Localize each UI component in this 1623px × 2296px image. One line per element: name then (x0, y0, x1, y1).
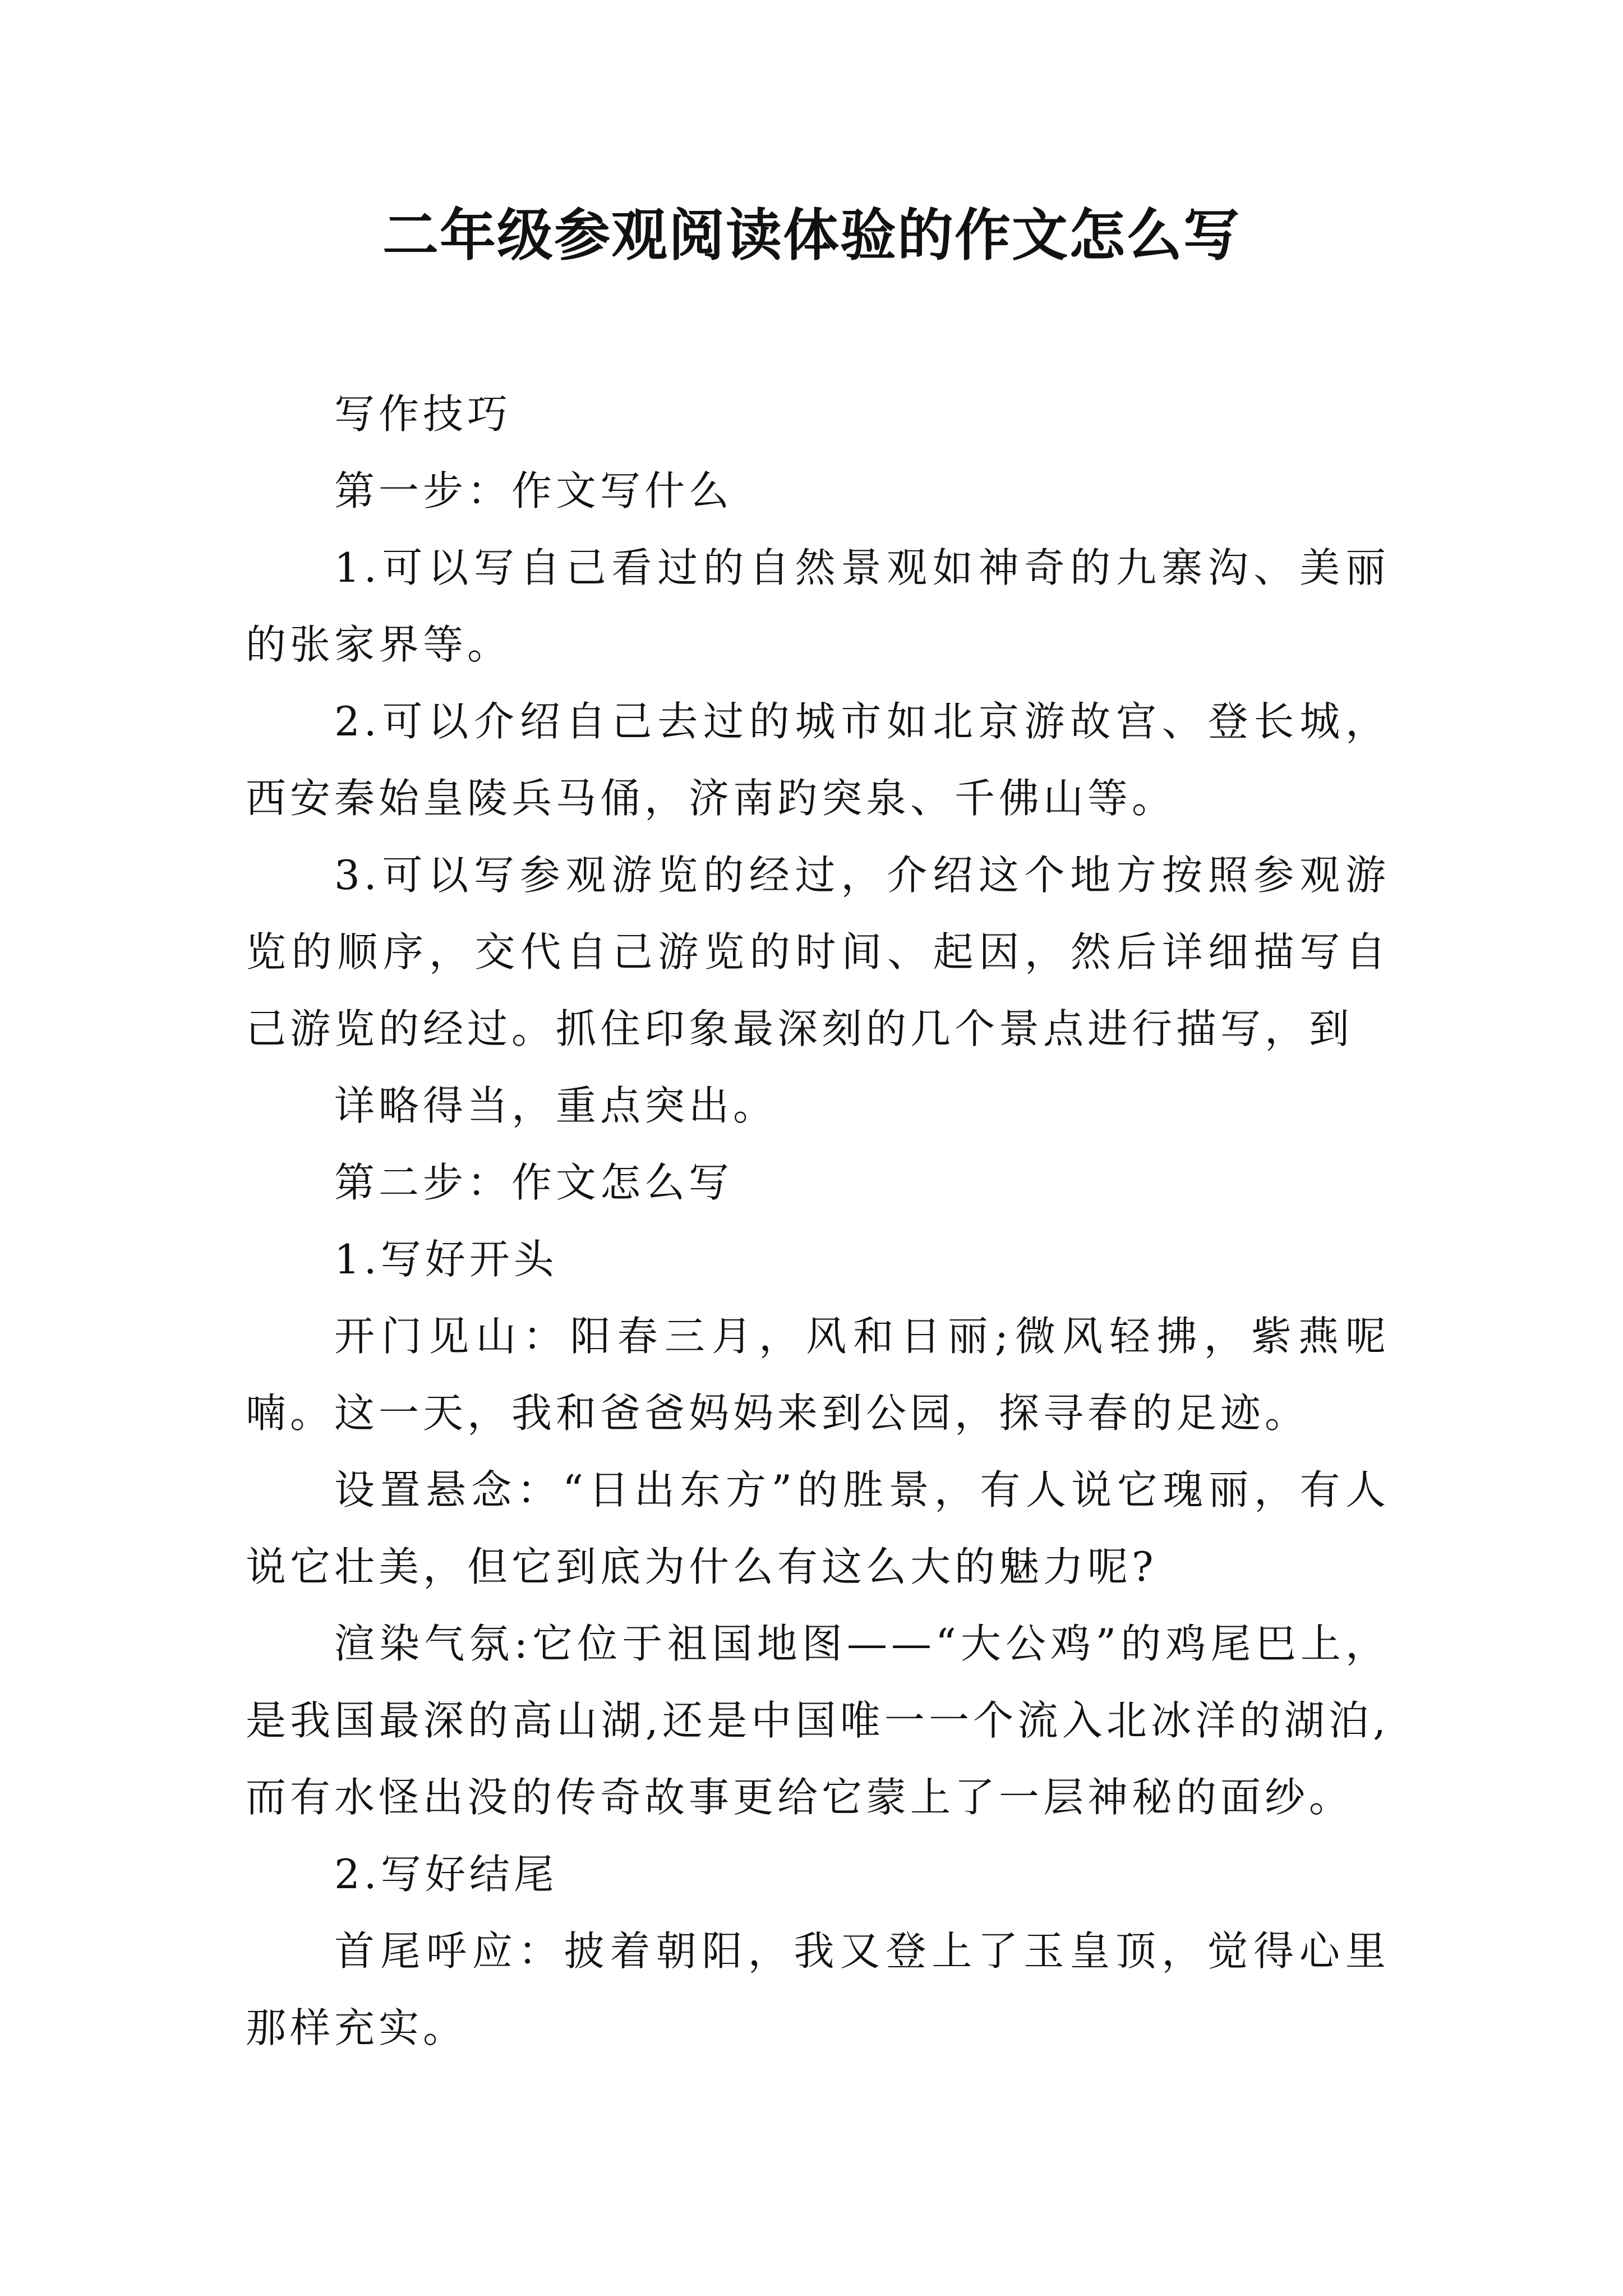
paragraph-writing-tips: 写作技巧 (334, 390, 512, 438)
paragraph-point-1: 1.可以写自己看过的自然景观如神奇的九寨沟、美丽的张家界等。 (246, 544, 1390, 668)
paragraph-opening-atmosphere: 渲染气氛:它位于祖国地图——“大公鸡”的鸡尾巴上，是我国最深的高山湖,还是中国唯一一个流入北冰洋的湖泊,而有水怪出没的传奇故事更给它蒙上了一层神秘的面纱。 (246, 1620, 1390, 1821)
document-title: 二年级参观阅读体验的作文怎么写 (382, 203, 1241, 268)
document-body (246, 376, 1390, 2067)
paragraph-point-3-continued: 详略得当，重点突出。 (334, 1082, 778, 1129)
paragraph-opening-heading: 1.写好开头 (334, 1236, 558, 1283)
paragraph-step-two: 第二步：作文怎么写 (334, 1159, 734, 1206)
paragraph-point-2: 2.可以介绍自己去过的城市如北京游故宫、登长城，西安秦始皇陵兵马俑，济南趵突泉、千佛山等。 (246, 698, 1390, 822)
paragraph-ending-echo: 首尾呼应：披着朝阳，我又登上了玉皇顶，觉得心里那样充实。 (246, 1927, 1390, 2051)
paragraph-opening-suspense: 设置悬念：“日出东方”的胜景，有人说它瑰丽，有人说它壮美，但它到底为什么有这么大的魅力呢? (246, 1466, 1390, 1590)
paragraph-point-3: 3.可以写参观游览的经过，介绍这个地方按照参观游览的顺序，交代自己游览的时间、起因，然后详细描写自己游览的经过。抓住印象最深刻的几个景点进行描写，到 (246, 852, 1390, 1052)
paragraph-opening-direct: 开门见山：阳春三月，风和日丽;微风轻拂，紫燕呢喃。这一天，我和爸爸妈妈来到公园，探寻春的足迹。 (246, 1313, 1390, 1437)
paragraph-step-one: 第一步：作文写什么 (334, 467, 734, 514)
paragraph-ending-heading: 2.写好结尾 (334, 1851, 558, 1898)
